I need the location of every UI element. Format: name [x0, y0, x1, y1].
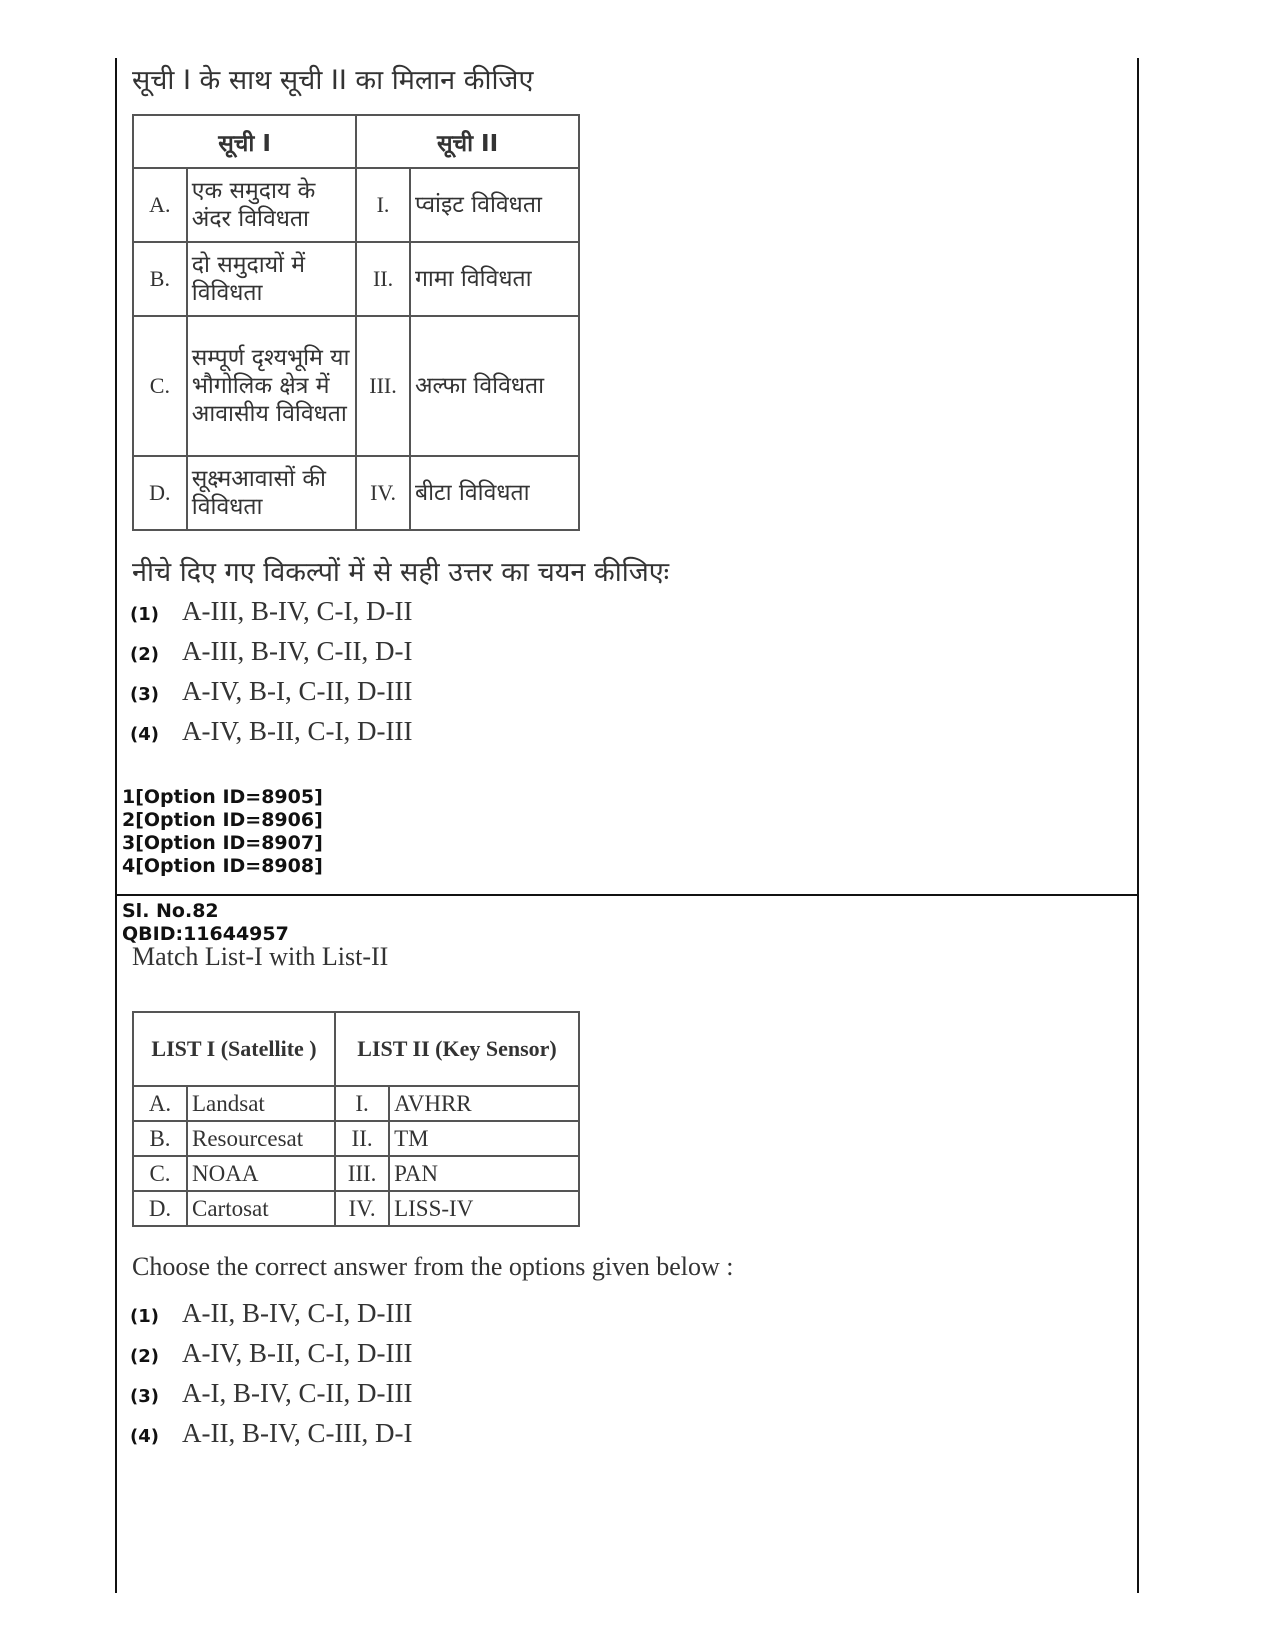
option-id: 3[Option ID=8907] — [122, 832, 323, 854]
table-header-row — [133, 115, 579, 168]
q81-option-2 — [130, 636, 412, 667]
row-roman: IV. — [356, 456, 410, 530]
q82-match-table — [132, 1011, 580, 1227]
row-roman: III. — [335, 1156, 389, 1191]
option-text: A-II, B-IV, C-I, D-III — [182, 1298, 413, 1328]
q82-option-4 — [130, 1418, 412, 1449]
list2-item: प्वांइट विविधता — [410, 168, 579, 242]
list1-header: सूची I — [133, 115, 356, 168]
option-number: (4) — [130, 1426, 159, 1447]
option-number: (2) — [130, 1346, 159, 1367]
q81-option-1 — [130, 596, 412, 627]
row-roman: II. — [356, 242, 410, 316]
q81-option-3 — [130, 676, 412, 707]
table-row — [133, 316, 579, 456]
q82-option-2 — [130, 1338, 412, 1369]
list2-header: सूची II — [356, 115, 579, 168]
q82-option-3 — [130, 1378, 412, 1409]
page-border-right — [1137, 58, 1139, 1593]
row-key: B. — [133, 242, 187, 316]
option-text: A-III, B-IV, C-I, D-II — [182, 596, 413, 626]
option-id: 1[Option ID=8905] — [122, 786, 323, 808]
list1-item: Cartosat — [187, 1191, 335, 1226]
q81-choose-text: नीचे दिए गए विकल्पों में से सही उत्तर का चयन कीजिएः — [132, 557, 670, 588]
table-row — [133, 1121, 579, 1156]
table-row — [133, 1156, 579, 1191]
list2-item: अल्फा विविधता — [410, 316, 579, 456]
q82-choose-text: Choose the correct answer from the options given below : — [132, 1252, 734, 1281]
list2-item: गामा विविधता — [410, 242, 579, 316]
table-row — [133, 1191, 579, 1226]
list2-item: TM — [389, 1121, 579, 1156]
option-text: A-IV, B-II, C-I, D-III — [182, 716, 413, 746]
row-roman: III. — [356, 316, 410, 456]
q82-header — [122, 900, 289, 946]
q81-option-ids — [122, 786, 323, 878]
page-border-left — [115, 58, 117, 1593]
option-text: A-II, B-IV, C-III, D-I — [182, 1418, 413, 1448]
option-text: A-IV, B-II, C-I, D-III — [182, 1338, 413, 1368]
option-number: (1) — [130, 1306, 159, 1327]
row-key: D. — [133, 456, 187, 530]
list2-item: AVHRR — [389, 1086, 579, 1121]
list2-header: LIST II (Key Sensor) — [335, 1012, 579, 1086]
row-key: A. — [133, 1086, 187, 1121]
list2-item: LISS-IV — [389, 1191, 579, 1226]
q82-prompt: Match List-I with List-II — [132, 942, 389, 971]
option-number: (1) — [130, 604, 159, 625]
list1-item: दो समुदायों में विविधता — [187, 242, 356, 316]
list1-item: सूक्ष्मआवासों की विविधता — [187, 456, 356, 530]
q81-option-4 — [130, 716, 412, 747]
row-roman: I. — [335, 1086, 389, 1121]
option-number: (4) — [130, 724, 159, 745]
option-number: (3) — [130, 684, 159, 705]
serial-number: Sl. No.82 — [122, 900, 219, 922]
list2-item: बीटा विविधता — [410, 456, 579, 530]
table-row — [133, 456, 579, 530]
table-row — [133, 1086, 579, 1121]
list1-item: NOAA — [187, 1156, 335, 1191]
table-row — [133, 168, 579, 242]
q81-prompt: सूची I के साथ सूची II का मिलान कीजिए — [132, 65, 534, 96]
q82-option-1 — [130, 1298, 412, 1329]
q81-match-table — [132, 114, 580, 531]
row-key: A. — [133, 168, 187, 242]
row-roman: II. — [335, 1121, 389, 1156]
qbid: QBID:11644957 — [122, 923, 289, 945]
option-id: 2[Option ID=8906] — [122, 809, 323, 831]
list1-item: एक समुदाय के अंदर विविधता — [187, 168, 356, 242]
row-roman: IV. — [335, 1191, 389, 1226]
row-key: C. — [133, 316, 187, 456]
option-text: A-IV, B-I, C-II, D-III — [182, 676, 413, 706]
row-key: C. — [133, 1156, 187, 1191]
table-row — [133, 242, 579, 316]
list1-item: Resourcesat — [187, 1121, 335, 1156]
option-text: A-III, B-IV, C-II, D-I — [182, 636, 413, 666]
row-roman: I. — [356, 168, 410, 242]
list1-header: LIST I (Satellite ) — [133, 1012, 335, 1086]
list2-item: PAN — [389, 1156, 579, 1191]
list1-item: Landsat — [187, 1086, 335, 1121]
question-divider — [115, 894, 1139, 896]
list1-item: सम्पूर्ण दृश्यभूमि या भौगोलिक क्षेत्र में आवासीय विविधता — [187, 316, 356, 456]
row-key: B. — [133, 1121, 187, 1156]
table-header-row — [133, 1012, 579, 1086]
option-id: 4[Option ID=8908] — [122, 855, 323, 877]
row-key: D. — [133, 1191, 187, 1226]
option-number: (2) — [130, 644, 159, 665]
option-text: A-I, B-IV, C-II, D-III — [182, 1378, 413, 1408]
option-number: (3) — [130, 1386, 159, 1407]
